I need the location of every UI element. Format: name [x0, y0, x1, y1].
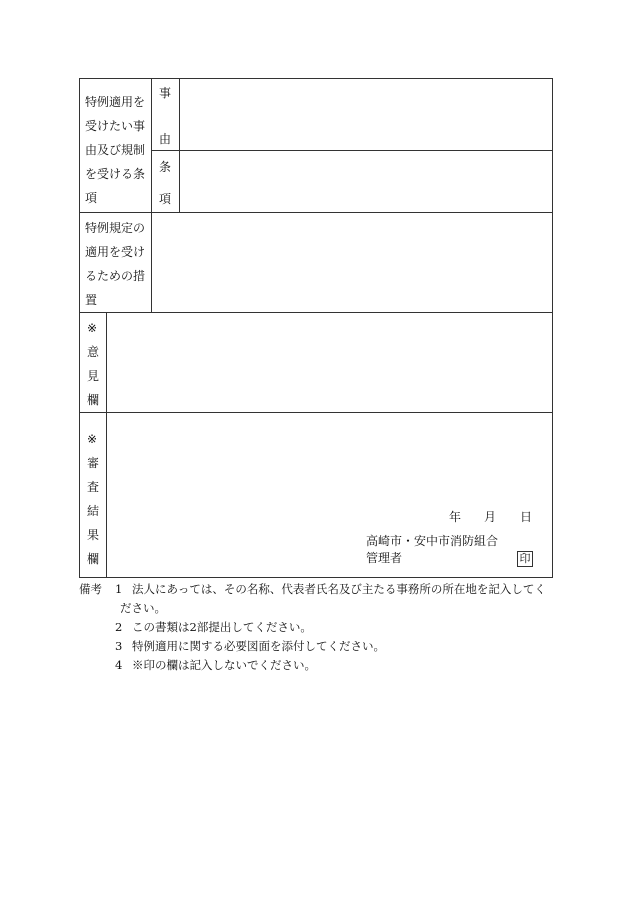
divider-section2-bottom — [80, 312, 552, 313]
date-day-label: 日 — [520, 510, 533, 524]
divider-reason-clause — [151, 150, 553, 151]
divider-opinion-bottom — [80, 412, 552, 413]
notes-heading: 備考 — [79, 582, 102, 596]
review-label-char: 果 — [87, 528, 100, 542]
note-number: 4 — [115, 658, 123, 672]
section2-label-line: 特例規定の — [85, 221, 146, 235]
opinion-label-char: ※ — [87, 321, 98, 335]
note-number: 1 — [115, 582, 123, 596]
note-text: ※印の欄は記入しないでください。 — [132, 658, 316, 672]
reason-label-char: 由 — [159, 132, 172, 146]
seal-box: 印 — [517, 551, 533, 567]
divider-sublabel-col — [179, 79, 180, 212]
date-year-label: 年 — [449, 510, 462, 524]
note-text: 法人にあっては、その名称、代表者氏名及び主たる事務所の所在地を記入してく — [132, 582, 546, 596]
manager-label: 管理者 — [366, 551, 403, 565]
clause-label-char: 項 — [159, 192, 172, 206]
review-label-char: 審 — [87, 456, 100, 470]
note-text-continued: ださい。 — [120, 601, 166, 615]
opinion-label-char: 意 — [87, 345, 100, 359]
review-label-char: 結 — [87, 504, 100, 518]
section2-label-line: 置 — [85, 293, 98, 307]
application-form-table — [79, 78, 553, 578]
section1-label-line: 項 — [85, 191, 98, 205]
clause-label-char: 条 — [159, 160, 172, 174]
section1-label-line: 由及び規制 — [85, 143, 146, 157]
section2-label-line: るための措 — [85, 269, 146, 283]
section1-label-line: 受けたい事 — [85, 119, 146, 133]
review-label-char: 欄 — [87, 552, 100, 566]
opinion-label-char: 見 — [87, 369, 100, 383]
opinion-label-char: 欄 — [87, 393, 100, 407]
note-text: この書類は2部提出してください。 — [132, 620, 312, 634]
section2-label-line: 適用を受け — [85, 245, 146, 259]
review-label-char: ※ — [87, 432, 98, 446]
seal-mark — [517, 546, 533, 570]
note-number: 2 — [115, 620, 123, 634]
date-month-label: 月 — [484, 510, 497, 524]
divider-opinion-col — [106, 312, 107, 577]
review-label-char: 査 — [87, 480, 100, 494]
reason-label-char: 事 — [159, 86, 172, 100]
notes-section — [79, 580, 559, 675]
section1-label-line: を受ける条 — [85, 167, 146, 181]
section1-label-line: 特例適用を — [85, 95, 146, 109]
organization-name: 高崎市・安中市消防組合 — [366, 534, 499, 548]
divider-label-col — [151, 79, 152, 312]
note-number: 3 — [115, 639, 123, 653]
note-text: 特例適用に関する必要図面を添付してください。 — [132, 639, 385, 653]
